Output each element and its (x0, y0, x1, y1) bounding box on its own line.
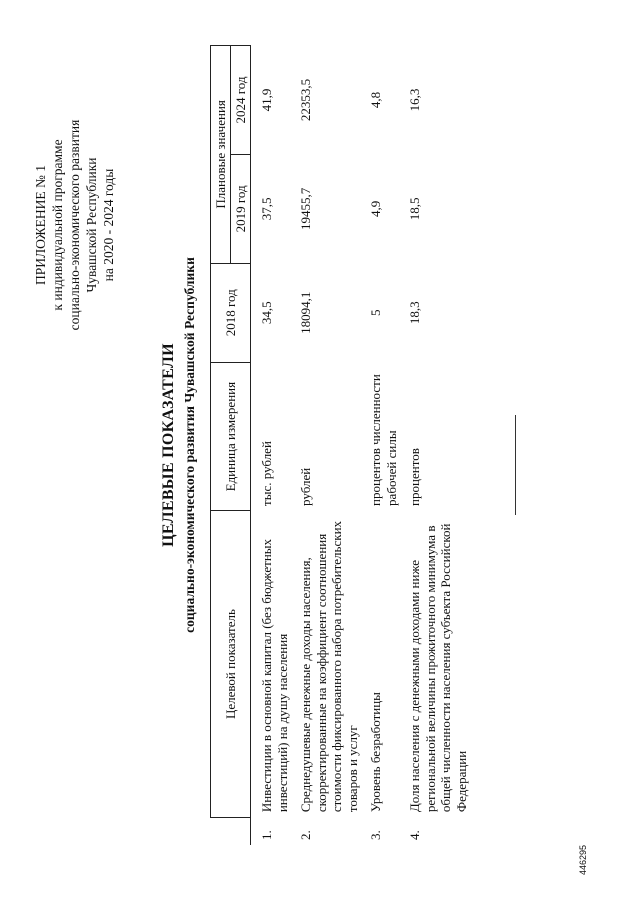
document-code: 446295 (578, 844, 588, 875)
header-2024: 2024 год (231, 46, 251, 155)
table-row (294, 46, 364, 846)
annex-line: социально-экономического развития (67, 119, 82, 331)
table-row (364, 46, 403, 846)
row-number: 2. (298, 830, 313, 840)
page-title: ЦЕЛЕВЫЕ ПОКАЗАТЕЛИ (160, 343, 177, 547)
row-value-2018: 18,3 (407, 301, 422, 325)
table-row (403, 46, 473, 846)
row-value-2019: 4,9 (368, 200, 383, 217)
annex-line: к индивидуальной программе (50, 139, 65, 311)
end-divider (515, 415, 516, 515)
row-value-2019: 19455,7 (298, 187, 313, 230)
row-value-2019: 37,5 (259, 197, 274, 221)
indicators-table (210, 45, 473, 845)
page-subtitle: социально-экономического развития Чувашской Республики (182, 257, 197, 633)
annex-title: ПРИЛОЖЕНИЕ № 1 (33, 164, 48, 286)
header-planned: Плановые значения (211, 46, 231, 264)
row-value-2018: 18094,1 (298, 291, 313, 334)
header-2019: 2019 год (231, 154, 251, 263)
row-indicator: Доля населения с денежными доходами ниже региональной величины прожиточного минимума в общей численности населения субъекта Российской Федерации (407, 523, 469, 813)
header-num-spacer (211, 817, 251, 845)
row-value-2024: 16,3 (407, 88, 422, 112)
table-row (251, 46, 295, 846)
annex-header (32, 15, 117, 435)
row-number: 1. (259, 830, 274, 840)
document-page (10, 5, 610, 885)
row-value-2018: 5 (368, 309, 383, 317)
row-unit: процентов (407, 448, 422, 506)
row-indicator: Уровень безработицы (368, 692, 383, 813)
row-unit: тыс. рублей (259, 441, 274, 506)
row-value-2024: 4,8 (368, 91, 383, 109)
row-unit: процентов численности рабочей силы (368, 374, 399, 506)
header-indicator: Целевой показатель (211, 511, 251, 817)
row-unit: рублей (298, 467, 313, 506)
row-value-2024: 22353,5 (298, 78, 313, 122)
row-indicator: Инвестиции в основной капитал (без бюджетных инвестиций) на душу населения (259, 538, 290, 813)
row-number: 3. (368, 830, 383, 840)
header-unit: Единица измерения (211, 362, 251, 511)
row-number: 4. (407, 830, 422, 840)
header-2018: 2018 год (211, 263, 251, 362)
row-value-2024: 41,9 (259, 88, 274, 112)
row-value-2019: 18,5 (407, 197, 422, 221)
row-indicator: Среднедушевые денежные доходы населения, скорректированные на коэффициент соотношения стоимости фиксированного набора потребительских товаров и услуг (298, 520, 360, 813)
row-value-2018: 34,5 (259, 301, 274, 325)
annex-line: Чувашской Республики (84, 157, 99, 293)
annex-line: на 2020 - 2024 годы (101, 168, 116, 282)
